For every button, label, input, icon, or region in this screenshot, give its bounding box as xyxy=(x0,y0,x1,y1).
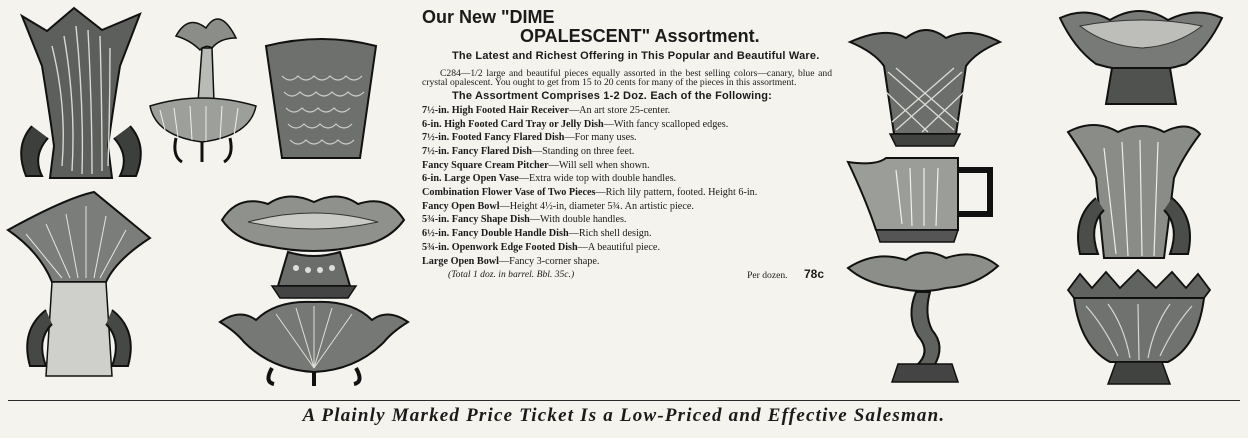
item-name: 6-in. High Footed Card Tray or Jelly Dish xyxy=(422,118,604,130)
item-name: Combination Flower Vase of Two Pieces xyxy=(422,187,596,199)
ad-subtitle: The Latest and Richest Offering in This Popular and Beautiful Ware. xyxy=(452,50,820,62)
item-name: 5¾-in. Openwork Edge Footed Dish xyxy=(422,241,578,253)
item-name: 7½-in. Fancy Flared Dish xyxy=(422,145,532,157)
list-item xyxy=(422,132,832,143)
scale-pattern-vase xyxy=(262,36,380,166)
item-name: 6-in. Large Open Vase xyxy=(422,173,519,185)
ruffled-footed-bowl xyxy=(1056,4,1226,112)
list-item xyxy=(422,160,832,171)
item-name: 5¾-in. Fancy Shape Dish xyxy=(422,214,530,226)
slogan: A Plainly Marked Price Ticket Is a Low-Priced and Effective Salesman. xyxy=(302,405,946,426)
item-detail: —Standing on three feet. xyxy=(531,145,635,157)
list-item xyxy=(422,119,832,130)
item-detail: —For many uses. xyxy=(564,132,637,144)
assortment-heading: The Assortment Comprises 1-2 Doz. Each of the Following: xyxy=(452,90,773,103)
openwork-edge-footed-bowl xyxy=(1064,266,1214,390)
item-name: 7½-in. High Footed Hair Receiver xyxy=(422,104,569,116)
epergne-flower-vase xyxy=(146,6,260,166)
diamond-pattern-vase xyxy=(846,22,1004,148)
item-detail: —With fancy scalloped edges. xyxy=(603,118,729,130)
ad-title-line2: OPALESCENT" Assortment. xyxy=(520,26,760,46)
list-item xyxy=(422,105,832,116)
item-detail: —Rich lily pattern, footed. Height 6-in. xyxy=(595,187,758,199)
item-detail: —Extra wide top with double handles. xyxy=(518,173,677,185)
ad-title-line1: Our New "DIME xyxy=(422,7,555,27)
price-label: Per dozen. xyxy=(747,270,788,282)
item-list xyxy=(422,105,832,267)
list-item xyxy=(422,201,832,212)
item-name: Fancy Square Cream Pitcher xyxy=(422,159,549,171)
list-item xyxy=(422,173,832,184)
shell-handled-dish xyxy=(216,292,412,388)
ad-description: C284—1/2 large and beautiful pieces equally assorted in the best selling colors—canary, blue and crystal opalescent. You ought to get from 15 to 20 cents for many of the pieces in this assortment. xyxy=(422,67,832,89)
footed-ruffled-bowl xyxy=(218,190,408,302)
price-value: 78c xyxy=(803,267,824,282)
item-detail: —With double handles. xyxy=(529,214,627,226)
list-item xyxy=(422,214,832,225)
item-detail: —Rich shell design. xyxy=(568,228,652,240)
item-detail: —Fancy 3-corner shape. xyxy=(498,255,600,267)
list-item xyxy=(422,228,832,239)
list-item xyxy=(422,256,832,267)
item-name: 6½-in. Fancy Double Handle Dish xyxy=(422,228,569,240)
item-detail: —Height 4½-in, diameter 5¾. An artistic piece. xyxy=(499,200,694,212)
ad-text-column xyxy=(422,8,832,393)
packing-note: (Total 1 doz. in barrel. Bbl. 35c.) xyxy=(448,269,575,281)
item-name: Large Open Bowl xyxy=(422,255,499,267)
square-cream-pitcher xyxy=(846,150,996,246)
item-detail: —A beautiful piece. xyxy=(577,241,660,253)
list-item xyxy=(422,146,832,157)
flared-handled-vase xyxy=(6,190,152,390)
dolphin-footed-card-tray xyxy=(846,246,1000,388)
item-name: 7½-in. Footed Fancy Flared Dish xyxy=(422,132,565,144)
item-detail: —An art store 25-center. xyxy=(568,104,671,116)
item-detail: —Will sell when shown. xyxy=(548,159,650,171)
price-block xyxy=(747,269,832,281)
list-item xyxy=(422,242,832,253)
ruffled-handled-vase xyxy=(1064,118,1204,266)
item-name: Fancy Open Bowl xyxy=(422,200,500,212)
list-item xyxy=(422,187,832,198)
tall-ribbed-vase-with-handles xyxy=(12,6,150,186)
divider-rule xyxy=(8,400,1240,401)
price-line xyxy=(422,269,832,281)
